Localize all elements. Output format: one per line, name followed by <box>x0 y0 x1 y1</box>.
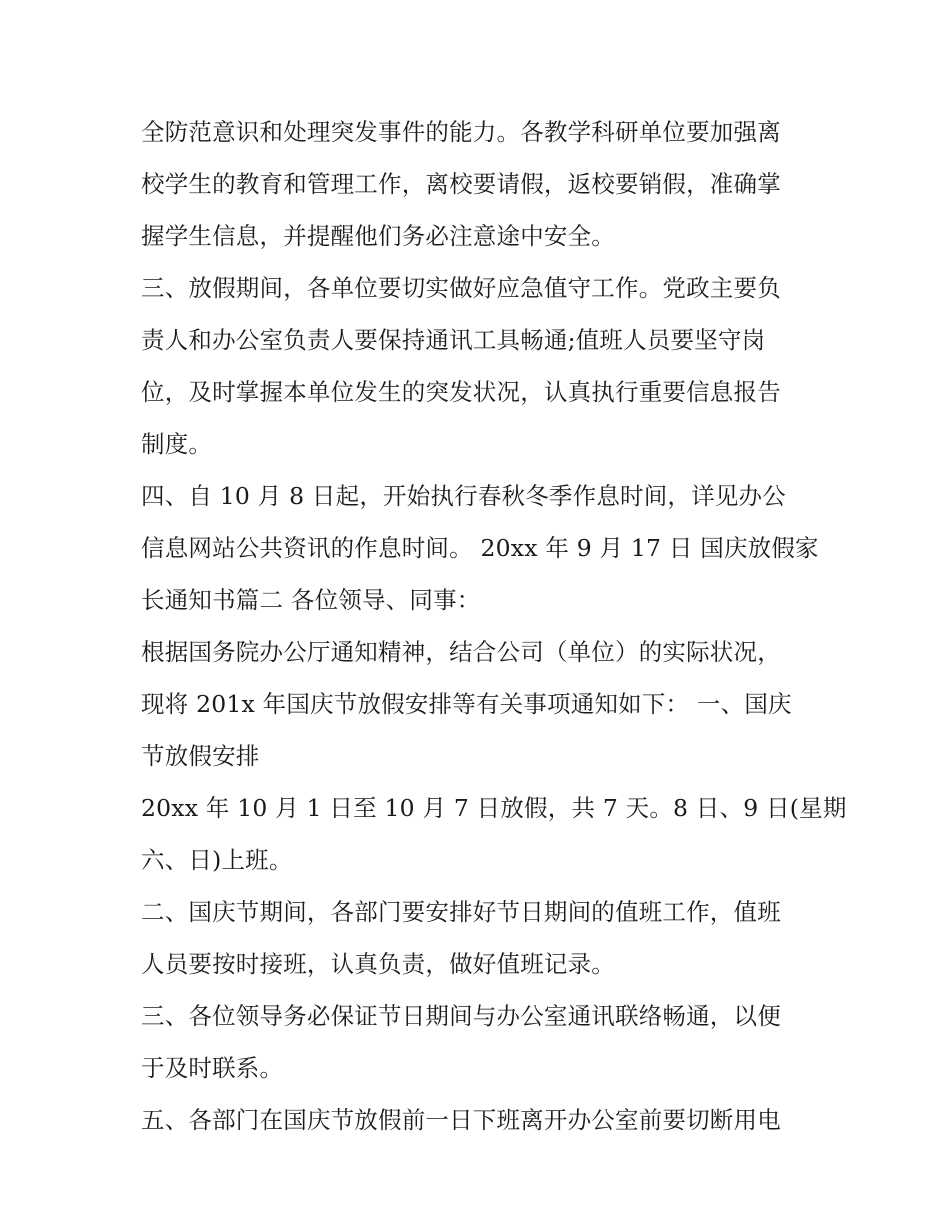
text-line-15: 六、日)上班。 <box>141 846 293 874</box>
text-line-17: 人员要按时接班，认真负责，做好值班记录。 <box>141 950 615 978</box>
text-line-16: 二、国庆节期间，各部门要安排好节日期间的值班工作，值班 <box>141 898 781 926</box>
text-line-4: 三、放假期间，各单位要切实做好应急值守工作。党政主要负 <box>141 274 781 302</box>
text-line-12: 现将 201x 年国庆节放假安排等有关事项通知如下： 一、国庆 <box>141 690 792 718</box>
text-line-8: 四、自 10 月 8 日起，开始执行春秋冬季作息时间，详见办公 <box>141 482 786 510</box>
text-line-7: 制度。 <box>141 430 213 458</box>
text-line-11: 根据国务院办公厅通知精神，结合公司（单位）的实际状况， <box>141 638 781 666</box>
text-line-1: 全防范意识和处理突发事件的能力。各教学科研单位要加强离 <box>141 118 781 146</box>
text-line-5: 责人和办公室负责人要保持通讯工具畅通;值班人员要坚守岗 <box>141 326 766 354</box>
text-line-18: 三、各位领导务必保证节日期间与办公室通讯联络畅通，以便 <box>141 1002 781 1030</box>
document-body <box>141 106 847 1146</box>
text-line-19: 于及时联系。 <box>141 1054 284 1082</box>
text-line-6: 位，及时掌握本单位发生的突发状况，认真执行重要信息报告 <box>141 378 781 406</box>
text-line-20: 五、各部门在国庆节放假前一日下班离开办公室前要切断用电 <box>141 1106 781 1134</box>
text-line-10: 长通知书篇二 各位领导、同事： <box>141 586 481 614</box>
text-line-14: 20xx 年 10 月 1 日至 10 月 7 日放假，共 7 天。8 日、9 日(星期 <box>141 794 847 822</box>
text-line-9: 信息网站公共资讯的作息时间。 20xx 年 9 月 17 日 国庆放假家 <box>141 534 819 562</box>
text-line-3: 握学生信息，并提醒他们务必注意途中安全。 <box>141 222 615 250</box>
text-line-2: 校学生的教育和管理工作，离校要请假，返校要销假，准确掌 <box>141 170 781 198</box>
text-line-13: 节放假安排 <box>141 742 260 770</box>
